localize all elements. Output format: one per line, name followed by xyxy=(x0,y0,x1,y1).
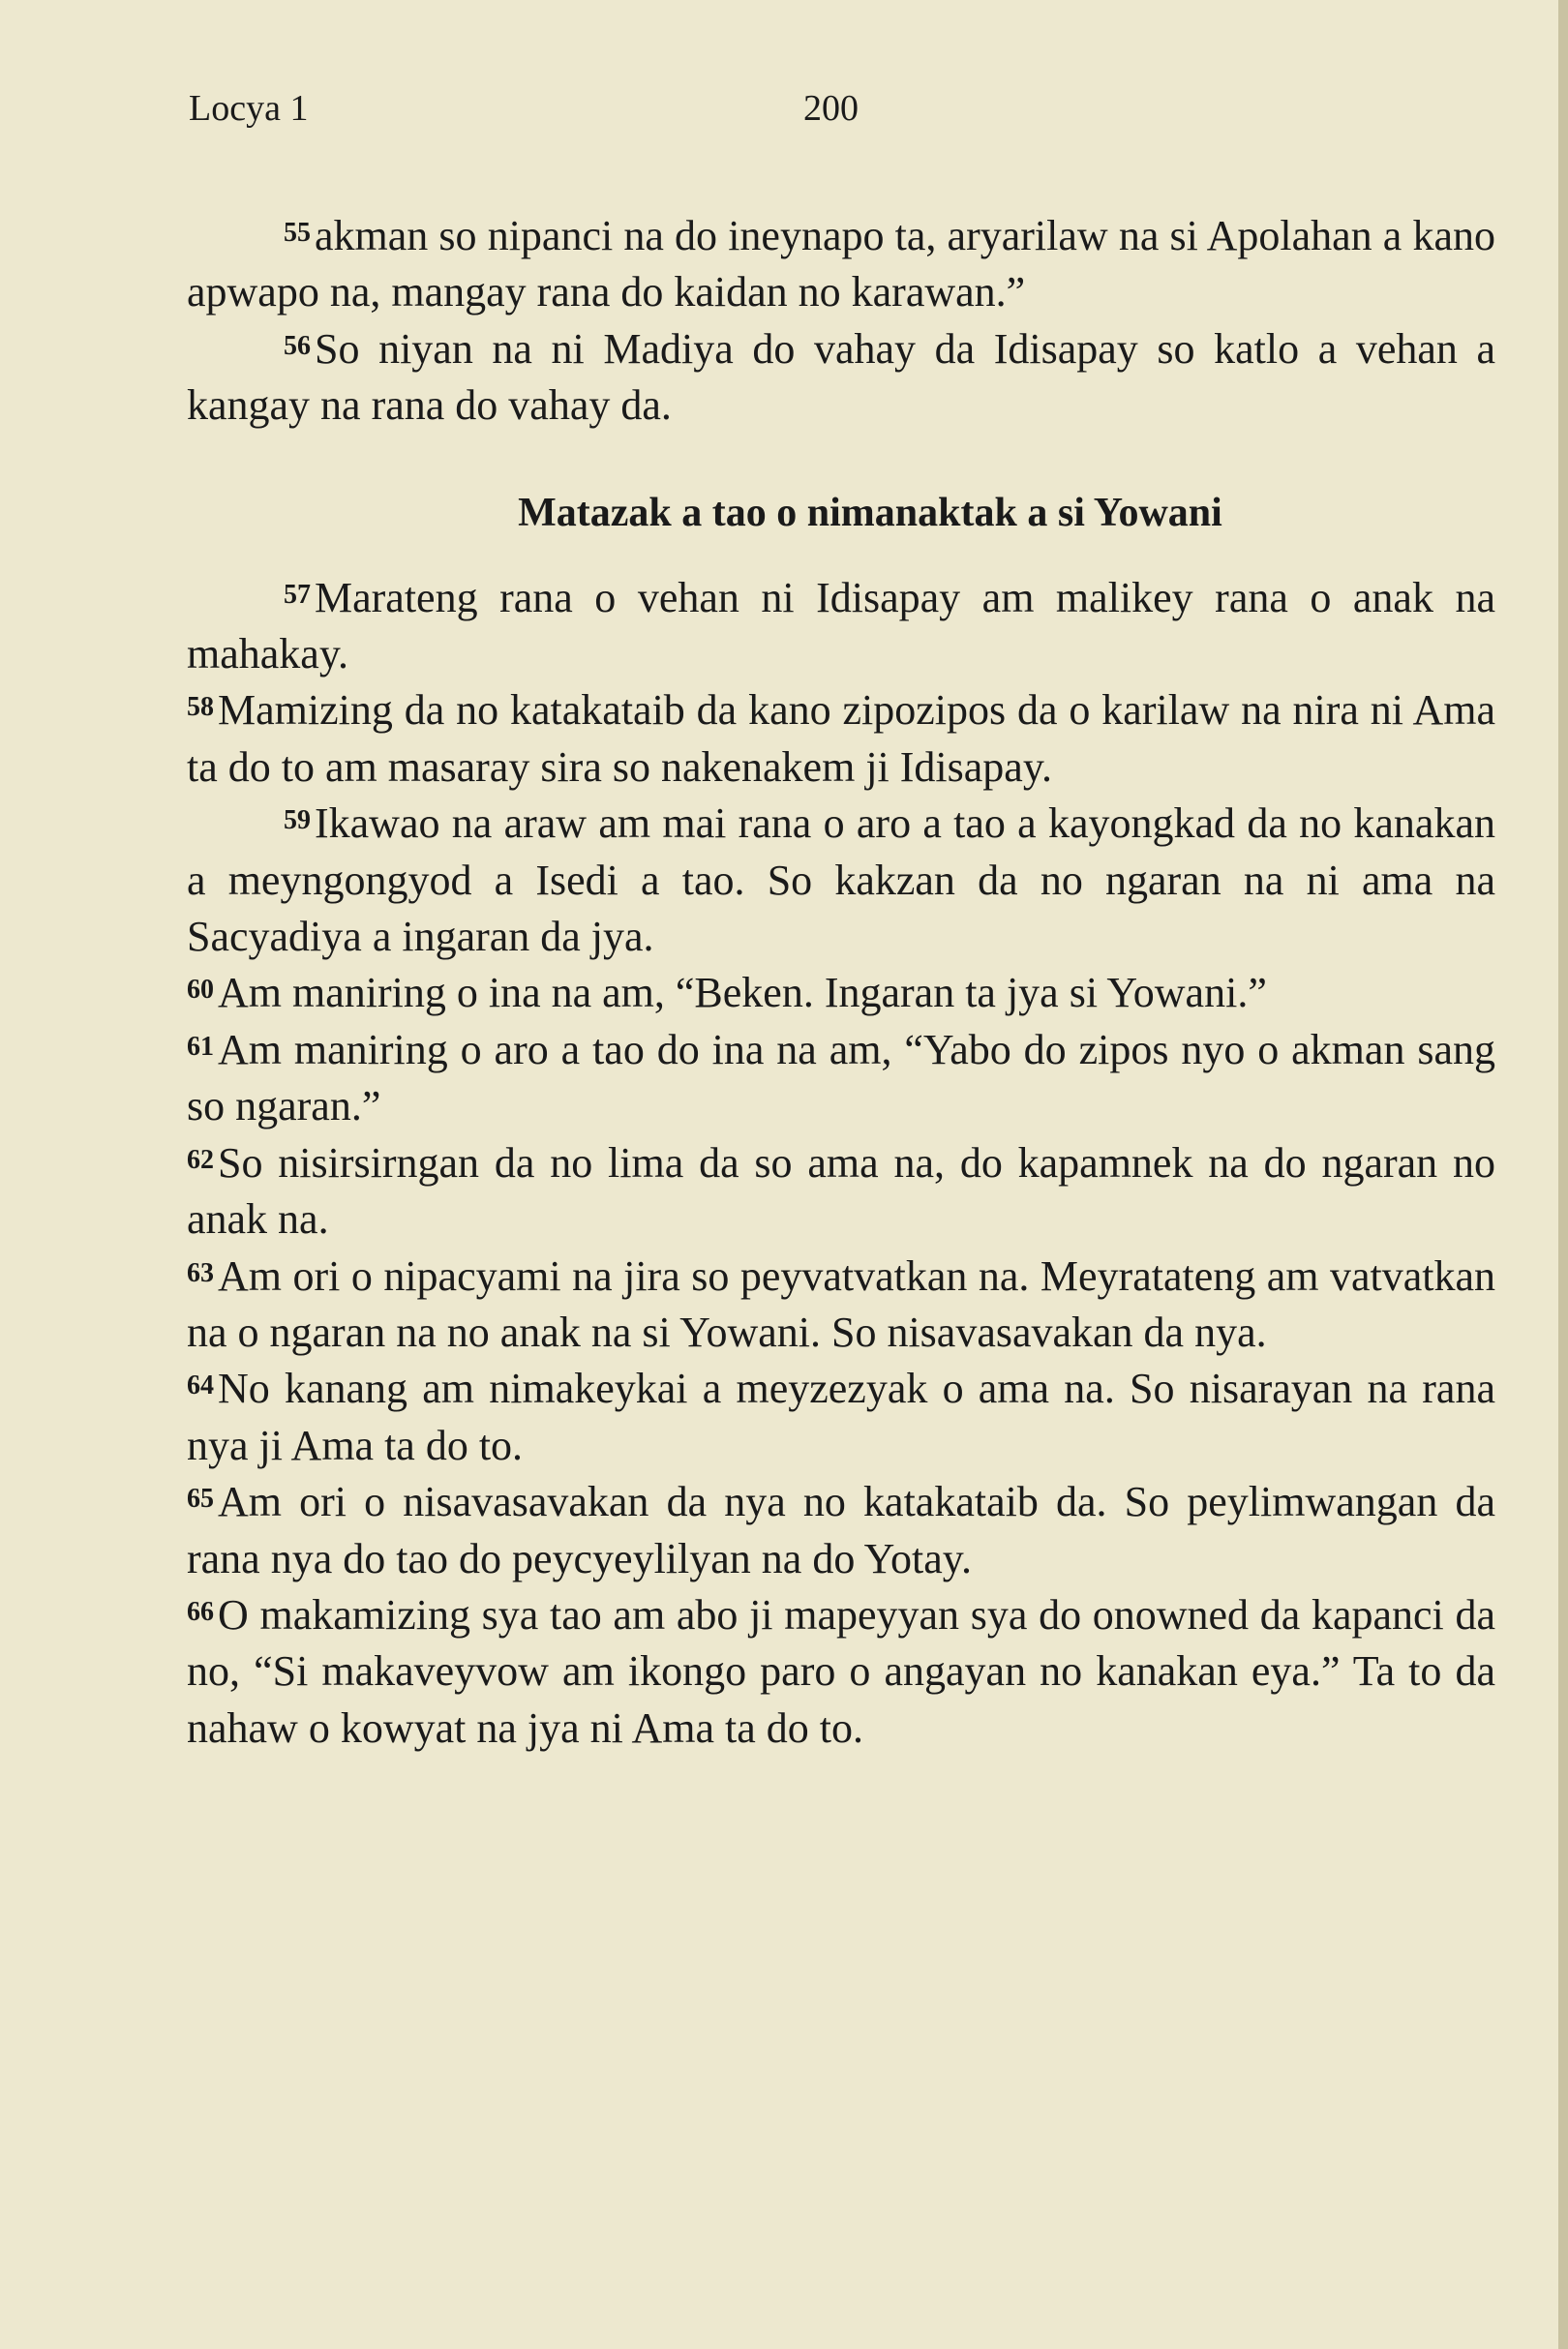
verse-text: No kanang am nimakeykai a meyzezyak o ama na. So nisarayan na rana nya ji Ama ta do to. xyxy=(187,1365,1495,1469)
verse-text: Am ori o nipacyami na jira so peyvatvatkan na. Meyratateng am vatvatkan na o ngaran na no anak na si Yowani. So nisavasavakan da nya. xyxy=(187,1251,1495,1356)
verse-63 xyxy=(187,1249,1495,1362)
book-title: Locya 1 xyxy=(189,88,309,129)
page-number: 200 xyxy=(803,88,859,129)
verse-65 xyxy=(187,1474,1495,1587)
verse-61 xyxy=(187,1022,1495,1135)
verse-58 xyxy=(187,682,1495,796)
verse-number: 62 xyxy=(187,1144,214,1175)
verse-57 xyxy=(187,570,1495,683)
verse-60 xyxy=(187,965,1495,1021)
text-column xyxy=(187,208,1495,1757)
verse-text: So niyan na ni Madiya do vahay da Idisapay so katlo a vehan a kangay na rana do vahay da. xyxy=(187,324,1495,430)
verse-text: Am ori o nisavasavakan da nya no katakataib da. So peylimwangan da rana nya do tao do peycyeylilyan na do Yotay. xyxy=(187,1478,1495,1582)
verse-text: akman so nipanci na do ineynapo ta, aryarilaw na si Apolahan a kano apwapo na, mangay rana do kaidan no karawan.” xyxy=(187,212,1495,316)
verse-64 xyxy=(187,1361,1495,1474)
verse-59 xyxy=(187,796,1495,965)
verse-text: So nisirsirngan da no lima da so ama na, do kapamnek na do ngaran no anak na. xyxy=(187,1138,1495,1244)
verse-number: 57 xyxy=(284,579,311,610)
verse-number: 58 xyxy=(187,692,214,723)
verse-text: O makamizing sya tao am abo ji mapeyyan sya do onowned da kapanci da no, “Si makaveyvow am ikongo paro o angayan no kanakan eya.” Ta to da nahaw o kowyat na jya ni Ama ta do to. xyxy=(187,1590,1495,1752)
verse-56 xyxy=(187,321,1495,435)
verse-66 xyxy=(187,1587,1495,1757)
verse-text: Mamizing da no katakataib da kano zipozipos da o karilaw na nira ni Ama ta do to am masaray sira so nakenakem ji Idisapay. xyxy=(187,686,1495,791)
section-heading: Matazak a tao o nimanaktak a si Yowani xyxy=(518,490,1222,535)
verse-number: 65 xyxy=(187,1484,214,1515)
verse-text: Ikawao na araw am mai rana o aro a tao a kayongkad da no kanakan a meyngongyod a Isedi a tao. So kakzan da no ngaran na ni ama na Sacyadiya a ingaran da jya. xyxy=(187,799,1495,961)
verse-text: Am maniring o ina na am, “Beken. Ingaran ta jya si Yowani.” xyxy=(218,969,1267,1017)
running-header xyxy=(189,79,1312,137)
verse-number: 63 xyxy=(187,1257,214,1288)
verse-number: 60 xyxy=(187,975,214,1006)
verse-number: 64 xyxy=(187,1370,214,1401)
verse-number: 56 xyxy=(284,330,311,361)
verse-55 xyxy=(187,208,1495,321)
verse-number: 55 xyxy=(284,218,311,248)
verse-number: 66 xyxy=(187,1596,214,1627)
page-edge xyxy=(1558,0,1568,2349)
verse-number: 61 xyxy=(187,1031,214,1062)
verse-number: 59 xyxy=(284,805,311,836)
verse-62 xyxy=(187,1135,1495,1249)
verse-text: Marateng rana o vehan ni Idisapay am malikey rana o anak na mahakay. xyxy=(187,573,1495,678)
verse-text: Am maniring o aro a tao do ina na am, “Yabo do zipos nyo o akman sang so ngaran.” xyxy=(187,1025,1495,1130)
